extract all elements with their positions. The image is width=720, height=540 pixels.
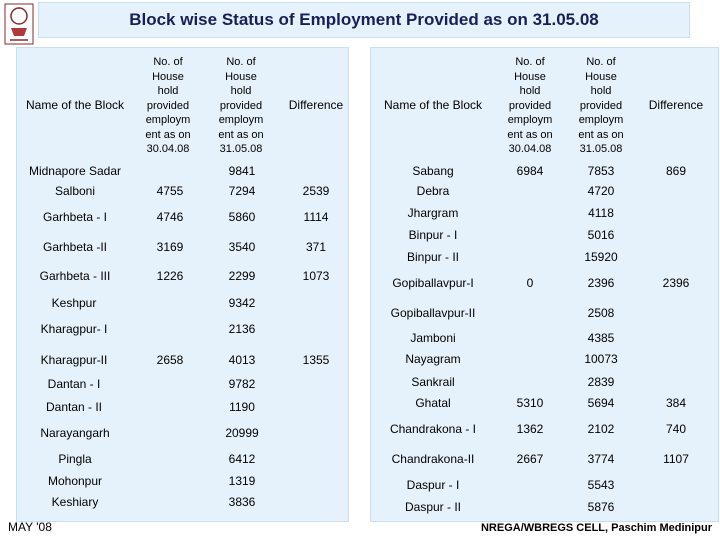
value-30-04-08: 4746 [156, 210, 184, 224]
value-31-05-08: 15920 [584, 250, 618, 264]
block-name: Sabang [412, 164, 454, 178]
header-hh-30-04-08: No. of House hold provided employm ent as on 30.04.08 [145, 56, 191, 155]
value-30-04-08: 1226 [156, 269, 184, 283]
value-difference: 1107 [663, 452, 689, 466]
value-31-05-08: 2136 [228, 322, 256, 336]
emblem-logo [2, 2, 36, 46]
block-name: Jhargram [407, 206, 459, 220]
value-31-05-08: 20999 [225, 426, 259, 440]
block-name: Sankrail [411, 375, 455, 389]
block-name: Chandrakona-II [391, 452, 475, 466]
header-block-name: Name of the Block [383, 98, 483, 112]
value-31-05-08: 4385 [587, 331, 615, 345]
value-31-05-08: 4720 [587, 184, 615, 198]
block-name: Kharagpur-II [40, 353, 108, 367]
value-31-05-08: 1319 [228, 474, 256, 488]
block-name: Mohonpur [47, 474, 103, 488]
value-30-04-08: 2667 [516, 452, 544, 466]
value-difference: 2539 [302, 184, 330, 198]
value-31-05-08: 3540 [228, 240, 256, 254]
block-name: Garhbeta - I [42, 210, 108, 224]
value-31-05-08: 9342 [228, 296, 256, 310]
block-name: Pingla [58, 452, 92, 466]
value-31-05-08: 2839 [587, 375, 615, 389]
block-name: Chandrakona - I [389, 422, 477, 436]
value-30-04-08: 3169 [156, 240, 184, 254]
value-31-05-08: 2508 [587, 306, 615, 320]
block-name: Narayangarh [40, 426, 110, 440]
block-name: Kharagpur- I [40, 322, 108, 336]
value-difference: 1114 [303, 210, 329, 224]
block-name: Gopiballavpur-II [390, 306, 476, 320]
value-31-05-08: 6412 [228, 452, 256, 466]
block-name: Daspur - II [404, 500, 462, 514]
value-30-04-08: 0 [526, 276, 534, 290]
value-31-05-08: 4118 [588, 206, 614, 220]
value-31-05-08: 5016 [587, 228, 615, 242]
block-name: Dantan - I [47, 377, 101, 391]
value-difference: 740 [665, 422, 687, 436]
value-30-04-08: 2658 [156, 353, 184, 367]
footer-cell: NREGA/WBREGS CELL, Paschim Medinipur [480, 522, 712, 534]
block-name: Salboni [54, 184, 96, 198]
value-difference: 869 [665, 164, 687, 178]
block-name: Jamboni [410, 331, 456, 345]
value-31-05-08: 5876 [587, 500, 615, 514]
header-hh-31-05-08: No. of House hold provided employm ent as on 31.05.08 [578, 56, 624, 155]
value-difference: 371 [305, 240, 327, 254]
value-31-05-08: 5694 [587, 396, 615, 410]
block-name: Binpur - II [406, 250, 460, 264]
value-31-05-08: 9782 [228, 377, 256, 391]
block-name: Garhbeta -II [42, 240, 108, 254]
value-31-05-08: 10073 [584, 352, 618, 366]
value-31-05-08: 2299 [228, 269, 256, 283]
value-31-05-08: 3774 [587, 452, 615, 466]
block-name: Midnapore Sadar [28, 164, 122, 178]
header-difference: Difference [648, 98, 704, 112]
value-31-05-08: 2396 [587, 276, 615, 290]
block-name: Binpur - I [408, 228, 458, 242]
block-name: Ghatal [415, 396, 451, 410]
value-difference: 1355 [302, 353, 330, 367]
header-hh-31-05-08: No. of House hold provided employm ent as on 31.05.08 [218, 56, 264, 155]
value-31-05-08: 5860 [228, 210, 256, 224]
value-difference: 2396 [662, 276, 690, 290]
value-difference: 384 [665, 396, 687, 410]
value-31-05-08: 1190 [229, 400, 255, 414]
block-name: Daspur - I [406, 478, 460, 492]
block-name: Keshiary [51, 495, 99, 509]
value-31-05-08: 5543 [587, 478, 615, 492]
block-name: Garhbeta - III [39, 269, 111, 283]
block-name: Keshpur [51, 296, 97, 310]
header-hh-30-04-08: No. of House hold provided employm ent as on 30.04.08 [507, 56, 553, 155]
value-30-04-08: 5310 [516, 396, 544, 410]
value-31-05-08: 7853 [587, 164, 615, 178]
value-31-05-08: 2102 [587, 422, 615, 436]
title-bar [38, 2, 690, 38]
value-difference: 1073 [302, 269, 330, 283]
value-31-05-08: 4013 [228, 353, 256, 367]
block-name: Gopiballavpur-I [392, 276, 474, 290]
header-difference: Difference [288, 98, 344, 112]
block-name: Dantan - II [45, 400, 103, 414]
value-30-04-08: 6984 [516, 164, 544, 178]
block-name: Nayagram [405, 352, 461, 366]
value-30-04-08: 1362 [516, 422, 544, 436]
value-31-05-08: 9841 [228, 164, 256, 178]
footer-date: MAY '08 [8, 520, 52, 534]
value-30-04-08: 4755 [156, 184, 184, 198]
value-31-05-08: 7294 [228, 184, 256, 198]
value-31-05-08: 3836 [228, 495, 256, 509]
page-title: Block wise Status of Employment Provided as on 31.05.08 [129, 10, 599, 29]
header-block-name: Name of the Block [25, 98, 125, 112]
block-name: Debra [416, 184, 450, 198]
